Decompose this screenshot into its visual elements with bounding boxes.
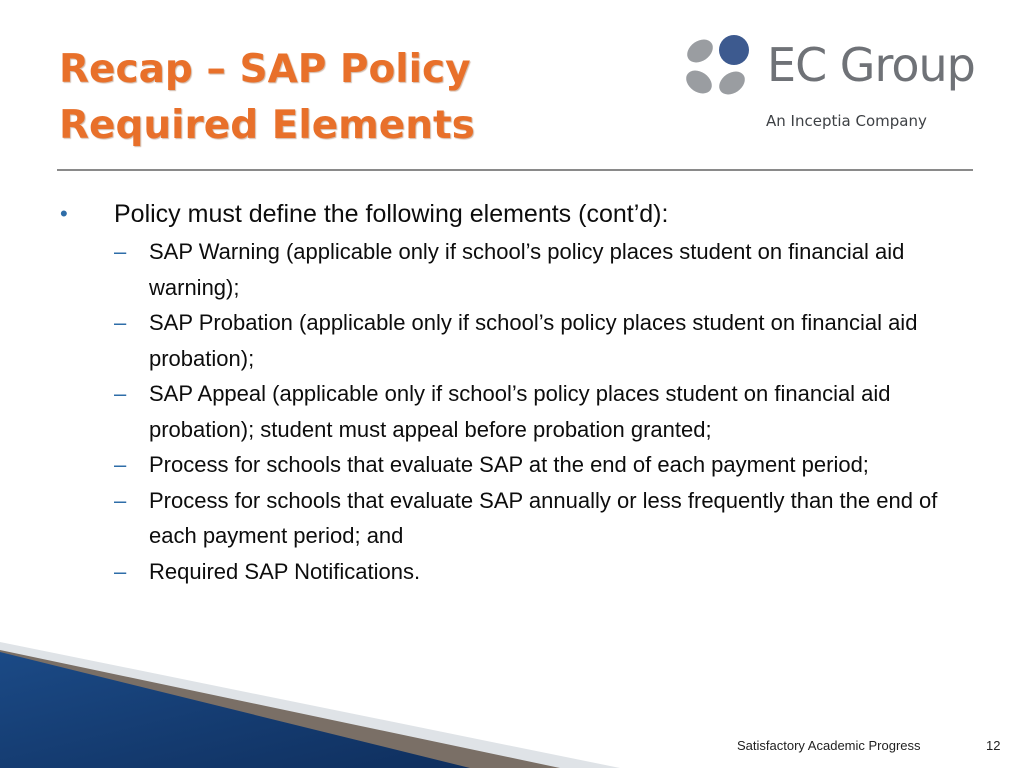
sub-bullet-item (60, 376, 960, 447)
bullet-marker: • (60, 201, 68, 226)
title-line-2: Required Elements (59, 103, 475, 148)
slide-body (60, 196, 960, 589)
sub-bullet-item (60, 483, 960, 554)
company-logo (680, 32, 975, 142)
sub-bullet-marker: – (114, 381, 127, 406)
sub-bullet-item (60, 447, 960, 483)
sub-bullet-item (60, 234, 960, 305)
page-number: 12 (986, 738, 1001, 753)
sub-bullet-marker: – (114, 452, 127, 477)
slide-title (59, 42, 619, 154)
footer-label: Satisfactory Academic Progress (737, 738, 921, 753)
title-divider (57, 169, 973, 171)
logo-tagline: An Inceptia Company (766, 112, 927, 130)
logo-mark-icon (680, 32, 760, 112)
sub-bullet-text: SAP Probation (applicable only if school’s policy places student on financial aid probation); (149, 310, 918, 371)
title-line-1: Recap – SAP Policy (59, 47, 471, 92)
sub-bullet-text: SAP Warning (applicable only if school’s policy places student on financial aid warning); (149, 239, 905, 300)
sub-bullet-marker: – (114, 239, 127, 264)
logo-name: EC Group (767, 38, 975, 92)
sub-bullet-marker: – (114, 310, 127, 335)
sub-bullet-text: SAP Appeal (applicable only if school’s policy places student on financial aid probation); student must appeal before probation granted; (149, 381, 891, 442)
sub-bullet-text: Process for schools that evaluate SAP annually or less frequently than the end of each payment period; and (149, 487, 938, 548)
bullet-text: Policy must define the following elements (cont’d): (114, 200, 669, 228)
sub-bullet-text: Required SAP Notifications. (149, 558, 421, 584)
sub-bullet-marker: – (114, 558, 127, 584)
sub-bullet-text: Process for schools that evaluate SAP at the end of each payment period; (149, 452, 869, 477)
bullet-item (60, 196, 960, 232)
sub-bullet-item (60, 554, 960, 590)
sub-bullet-item (60, 305, 960, 376)
sub-bullet-marker: – (114, 487, 127, 513)
sub-bullet-list (60, 234, 960, 589)
